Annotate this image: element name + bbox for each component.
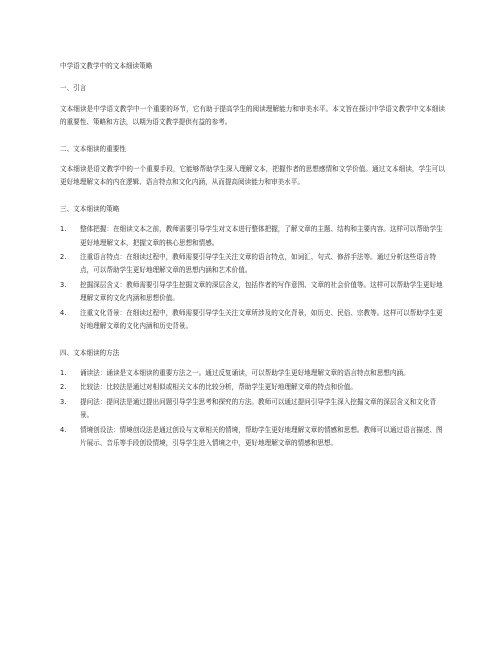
section-paragraph: 文本细读是语文教学中的一个重要手段，它能够帮助学生深入理解文本，把握作者的思想感情和文学价值。通过文本细读，学生可以更好地理解文本的内在逻辑、语言特点和文化内涵，从而提高阅读能力和审美水平。 xyxy=(60,165,445,187)
section-importance xyxy=(60,143,445,190)
section-heading: 一、引言 xyxy=(60,84,87,93)
section-introduction xyxy=(60,82,445,129)
document-page xyxy=(60,60,445,463)
list-item-number: 4. xyxy=(60,425,67,434)
document-title: 中学语文教学中的文本细读策略 xyxy=(60,62,153,70)
list-item-text: 诵读法：诵读是文本细读的重要方法之一。通过反复诵读，可以帮助学生更好地理解文章的语言特点和思想内涵。 xyxy=(80,368,410,377)
list-item-number: 2. xyxy=(60,253,67,262)
list-item-number: 2. xyxy=(60,383,67,392)
list-item xyxy=(60,367,445,380)
list-item-text: 注重语言特点：在细读过程中，教师需要引导学生关注文章的语言特点，如词汇、句式、修辞手法等。通过分析这些语言特点，可以帮助学生更好地理解文章的思想内涵和艺术价值。 xyxy=(80,253,437,275)
list-item xyxy=(60,307,445,334)
strategy-list xyxy=(60,223,445,333)
section-methods xyxy=(60,347,445,451)
list-item-text: 整体把握：在细读文本之前，教师需要引导学生对文本进行整体把握，了解文章的主题、结构和主要内容。这样可以帮助学生更好地理解文本，把握文章的核心思想和情感。 xyxy=(80,225,443,247)
list-item-number: 3. xyxy=(60,397,67,406)
list-item xyxy=(60,279,445,306)
list-item xyxy=(60,424,445,451)
list-item xyxy=(60,223,445,250)
method-list xyxy=(60,367,445,450)
list-item xyxy=(60,251,445,278)
section-heading: 四、文本细读的方法 xyxy=(60,348,120,357)
list-item-text: 挖掘深层含义：教师需要引导学生挖掘文章的深层含义，包括作者的写作意图、文章的社会价值等。这样可以帮助学生更好地理解文章的文化内涵和思想价值。 xyxy=(80,280,443,303)
list-item-text: 注重文化背景：在细读过程中，教师需要引导学生关注文章所涉及的文化背景，如历史、民俗、宗教等。这样可以帮助学生更好地理解文章的文化内涵和历史背景。 xyxy=(80,308,443,331)
list-item-number: 3. xyxy=(60,280,67,289)
list-item-text: 提问法：提问法是通过提出问题引导学生思考和探究的方法。教师可以通过提问引导学生深入挖掘文章的深层含义和文化背景。 xyxy=(80,397,437,420)
section-heading: 三、文本细读的策略 xyxy=(60,204,120,213)
list-item xyxy=(60,381,445,394)
section-strategies xyxy=(60,203,445,334)
list-item-number: 1. xyxy=(60,368,67,377)
list-item-number: 4. xyxy=(60,308,67,317)
list-item-text: 比较法：比较法是通过对相似或相关文本的比较分析，帮助学生更好地理解文章的特点和价值。 xyxy=(80,383,357,392)
list-item-number: 1. xyxy=(60,225,67,234)
section-heading: 二、文本细读的重要性 xyxy=(60,144,126,153)
list-item xyxy=(60,396,445,423)
section-paragraph: 文本细读是中学语文教学中一个重要的环节，它有助于提高学生的阅读理解能力和审美水平。本文旨在探讨中学语文教学中文本细读的重要性、策略和方法，以期为语文教学提供有益的参考。 xyxy=(60,104,445,127)
list-item-text: 情境创设法：情境创设法是通过创设与文章相关的情境，帮助学生更好地理解文章的情感和思想。教师可以通过语言描述、图片展示、音乐等手段创设情境，引导学生进入情境之中，更好地理解文章的情感和思想。 xyxy=(80,425,443,447)
